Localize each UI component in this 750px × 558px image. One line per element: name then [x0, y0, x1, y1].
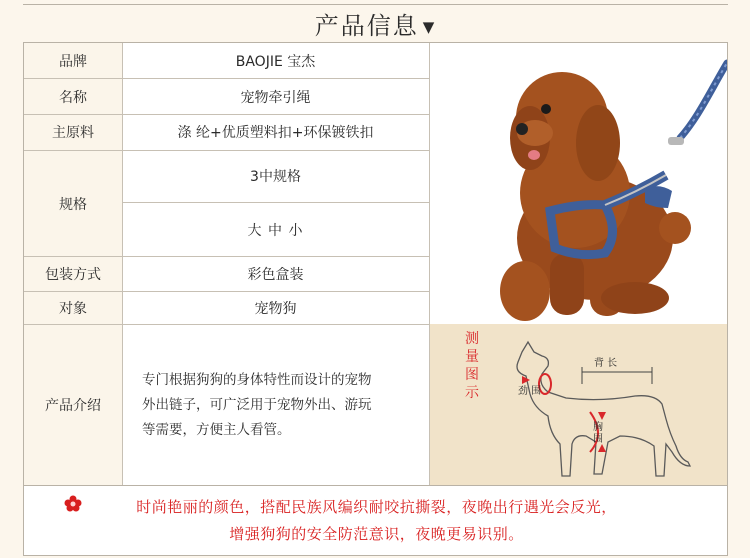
row-label-description: 产品介绍: [24, 325, 122, 485]
product-photo: [430, 43, 727, 324]
row-label-target: 对象: [24, 291, 122, 325]
grid-line: [122, 202, 430, 203]
row-value-description: 专门根据狗狗的身体特性而设计的宠物 外出链子，可广泛用于宠物外出、游玩 等需要，方便主人看管。: [122, 325, 429, 485]
row-value-packaging: 彩色盒装: [122, 257, 429, 291]
neck-label: 劲 围: [518, 386, 542, 397]
row-value-material: 涤 纶+优质塑料扣+环保镀铁扣: [122, 114, 429, 150]
row-label-name: 名称: [24, 79, 122, 114]
product-info-panel: [23, 0, 728, 556]
back-length-label: 背 长: [594, 358, 618, 369]
grid-line: [24, 150, 430, 151]
measurement-title: 测量图示: [465, 331, 479, 401]
row-value-name: 宠物牵引绳: [122, 79, 429, 114]
row-label-material: 主原料: [24, 114, 122, 150]
feature-note-line-1: 时尚艳丽的颜色，搭配民族风编织耐咬抗撕裂，夜晚出行遇光会反光，: [136, 498, 617, 516]
page-title: [23, 6, 728, 41]
row-label-brand: 品牌: [24, 43, 122, 79]
spec-table: [23, 42, 728, 486]
title-bar: [23, 0, 728, 42]
page-title-text: 产品信息: [314, 12, 419, 40]
row-value-brand: BAOJIE 宝杰: [122, 43, 429, 79]
dog-outline-diagram: [430, 324, 727, 485]
measurement-diagram: [430, 324, 727, 485]
row-value-spec-count: 3中规格: [122, 150, 429, 202]
feature-note: [23, 486, 728, 556]
title-divider-top: [23, 4, 728, 5]
grid-line: [24, 78, 430, 79]
grid-line: [24, 114, 430, 115]
grid-line: [24, 256, 430, 257]
feature-note-line-2: 增强狗狗的安全防范意识，夜晚更易识别。: [229, 525, 524, 543]
poodle-with-harness-image: [430, 43, 727, 324]
row-label-packaging: 包装方式: [24, 257, 122, 291]
row-label-spec: 规格: [24, 150, 122, 257]
row-value-spec-sizes: 大 中 小: [122, 202, 429, 257]
grid-line: [24, 291, 430, 292]
row-value-target: 宠物狗: [122, 291, 429, 325]
grid-line: [122, 43, 123, 485]
triangle-down-icon: ▼: [422, 18, 437, 36]
chest-label: 胸 围: [593, 422, 603, 445]
